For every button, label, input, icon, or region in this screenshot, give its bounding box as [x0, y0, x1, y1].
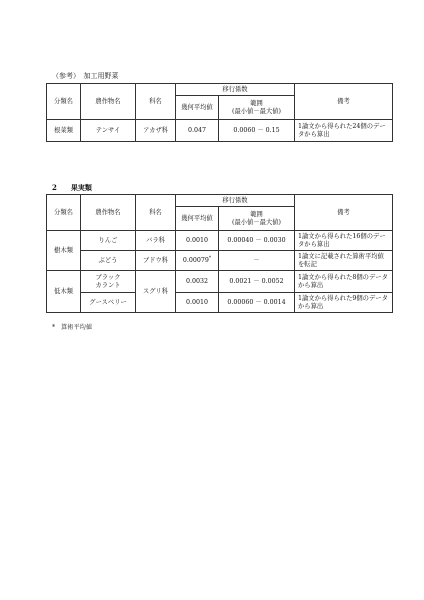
cell-crop [81, 271, 136, 293]
table-row [47, 271, 393, 293]
table-row [47, 120, 393, 142]
cell-remarks: 1論文から得られた16個のデータから算出 [295, 231, 393, 251]
crop-name: ブラック カラント [95, 273, 121, 289]
header-range-sub: (最小値－最大値) [232, 218, 281, 226]
section2-heading [52, 183, 92, 193]
cell-group: 樹木類 [47, 231, 81, 271]
cell-remarks: 1論文から得られた8個のデータから算出 [295, 271, 393, 293]
table-fruits [46, 194, 393, 313]
cell-remarks: 1論文に記載された算術平均値を転記 [295, 251, 393, 271]
cell-group: 根菜類 [47, 120, 81, 142]
header-range-sub: (最小値－最大値) [232, 107, 281, 115]
header-group: 分類名 [47, 195, 81, 231]
header-family: 科名 [136, 84, 176, 120]
footnote-marker: * [208, 256, 212, 262]
header-crop: 農作物名 [81, 195, 136, 231]
cell-family: バラ科 [136, 231, 176, 251]
section2-number: 2 [52, 183, 57, 192]
header-range-label: 範囲 [250, 210, 263, 218]
cell-range: 0.00040 － 0.0030 [219, 231, 295, 251]
cell-geometric-mean: 0.0010 [176, 293, 219, 313]
cell-crop: ぶどう [81, 251, 136, 271]
cell-range: － [219, 251, 295, 271]
cell-geometric-mean: 0.0010 [176, 231, 219, 251]
header-range [219, 207, 295, 231]
geo-value: 0.00079 [182, 257, 209, 265]
cell-family: ブドウ科 [136, 251, 176, 271]
cell-family: アカザ科 [136, 120, 176, 142]
cell-range: 0.0060 － 0.15 [219, 120, 295, 142]
header-geometric-mean: 幾何平均値 [176, 96, 219, 120]
cell-remarks: 1論文から得られた9個のデータから算出 [295, 293, 393, 313]
header-range-label: 範囲 [250, 99, 263, 107]
table-row [47, 231, 393, 251]
table-row [47, 251, 393, 271]
cell-crop: グースベリー [81, 293, 136, 313]
cell-family: スグリ科 [136, 271, 176, 313]
header-coefficient: 移行係数 [176, 195, 295, 207]
header-remarks: 備考 [295, 84, 393, 120]
cell-crop: りんご [81, 231, 136, 251]
header-coefficient: 移行係数 [176, 84, 295, 96]
footnote-mark: * [52, 324, 56, 331]
table-row [47, 293, 393, 313]
cell-geometric-mean: 0.0032 [176, 271, 219, 293]
footnote [52, 322, 92, 331]
cell-remarks: 1論文から得られた24個のデータから算出 [295, 120, 393, 142]
cell-group: 低木類 [47, 271, 81, 313]
section1-heading: （参考） 加工用野菜 [52, 72, 119, 80]
section2-title: 果実類 [70, 183, 92, 192]
table-processed-vegetables [46, 83, 393, 142]
header-family: 科名 [136, 195, 176, 231]
cell-geometric-mean: 0.047 [176, 120, 219, 142]
header-remarks: 備考 [295, 195, 393, 231]
cell-range: 0.00060 － 0.0014 [219, 293, 295, 313]
footnote-text: 算術平均値 [61, 324, 93, 331]
cell-geometric-mean [176, 251, 219, 271]
cell-range: 0.0021 － 0.0052 [219, 271, 295, 293]
cell-crop: テンサイ [81, 120, 136, 142]
header-geometric-mean: 幾何平均値 [176, 207, 219, 231]
header-crop: 農作物名 [81, 84, 136, 120]
header-range [219, 96, 295, 120]
header-group: 分類名 [47, 84, 81, 120]
